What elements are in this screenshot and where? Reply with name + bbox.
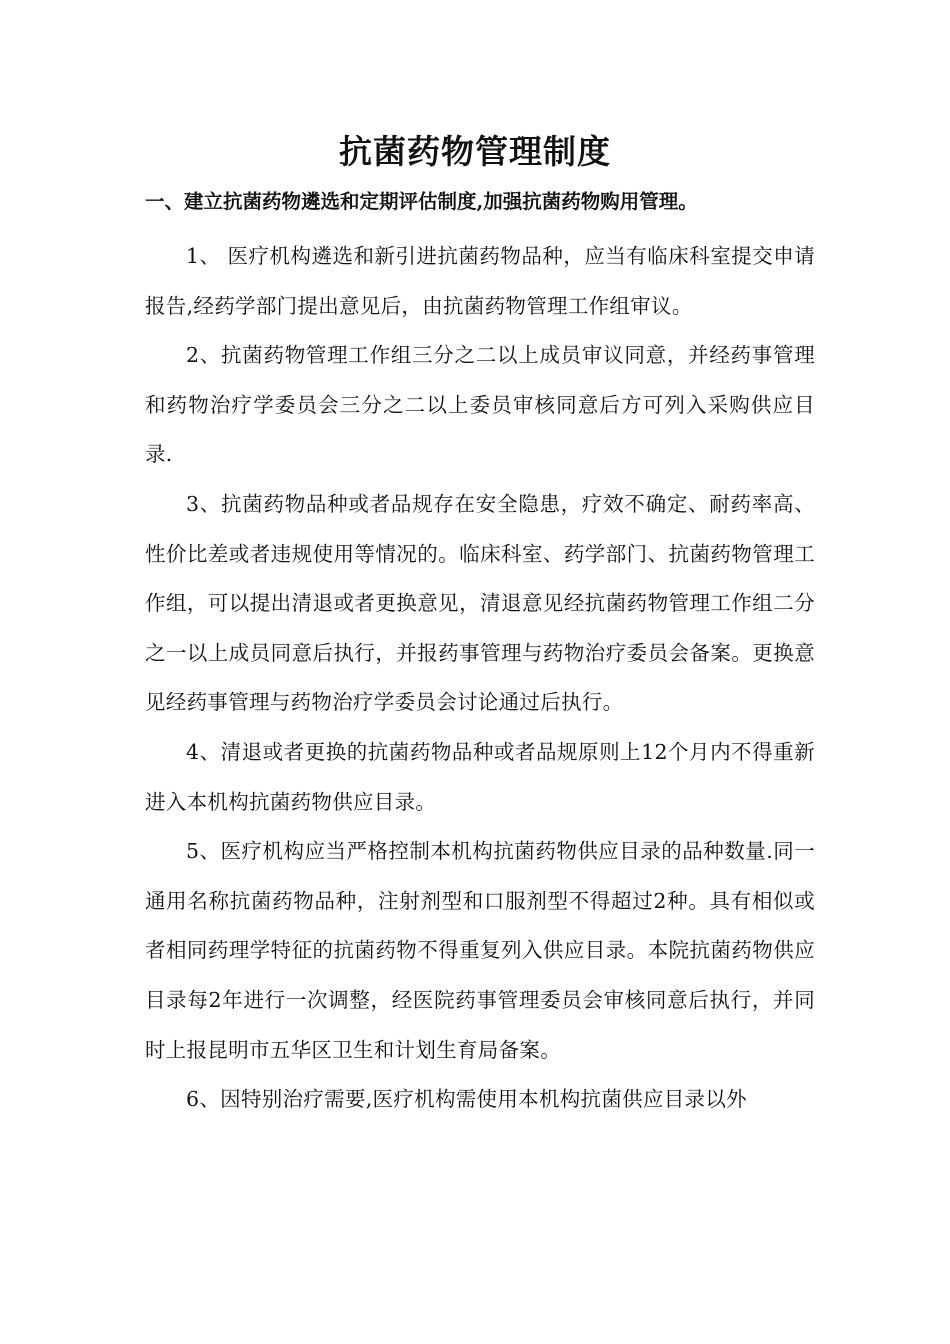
paragraph-2: 2、抗菌药物管理工作组三分之二以上成员审议同意，并经药事管理和药物治疗学委员会三分之二以上委员审核同意后方可列入采购供应目录. (145, 343, 815, 467)
paragraph-6: 6、因特别治疗需要,医疗机构需使用本机构抗菌供应目录以外 (186, 1087, 747, 1112)
paragraph-3: 3、抗菌药物品种或者品规存在安全隐患，疗效不确定、耐药率高、性价比差或者违规使用等情况的。临床科室、药学部门、抗菌药物管理工作组，可以提出清退或者更换意见，清退意见经抗菌药物管理工作组二分之一以上成员同意后执行，并报药事管理与药物治疗委员会备案。更换意见经药事管理与药物治疗学委员会讨论通过后执行。 (145, 491, 815, 715)
document-title: 抗菌药物管理制度 (339, 132, 611, 171)
paragraph-4: 4、清退或者更换的抗菌药物品种或者品规原则上12个月内不得重新进入本机构抗菌药物供应目录。 (145, 739, 815, 814)
section-heading: 一、建立抗菌药物遴选和定期评估制度,加强抗菌药物购用管理。 (145, 190, 698, 213)
paragraph-5: 5、医疗机构应当严格控制本机构抗菌药物供应目录的品种数量.同一通用名称抗菌药物品种，注射剂型和口服剂型不得超过2种。具有相似或者相同药理学特征的抗菌药物不得重复列入供应目录。本院抗菌药物供应目录每2年进行一次调整，经医院药事管理委员会审核同意后执行，并同时上报昆明市五华区卫生和计划生育局备案。 (145, 839, 815, 1062)
document-body (145, 232, 815, 1125)
paragraph-1: 1、 医疗机构遴选和新引进抗菌药物品种，应当有临床科室提交申请报告,经药学部门提出意见后，由抗菌药物管理工作组审议。 (145, 244, 815, 318)
